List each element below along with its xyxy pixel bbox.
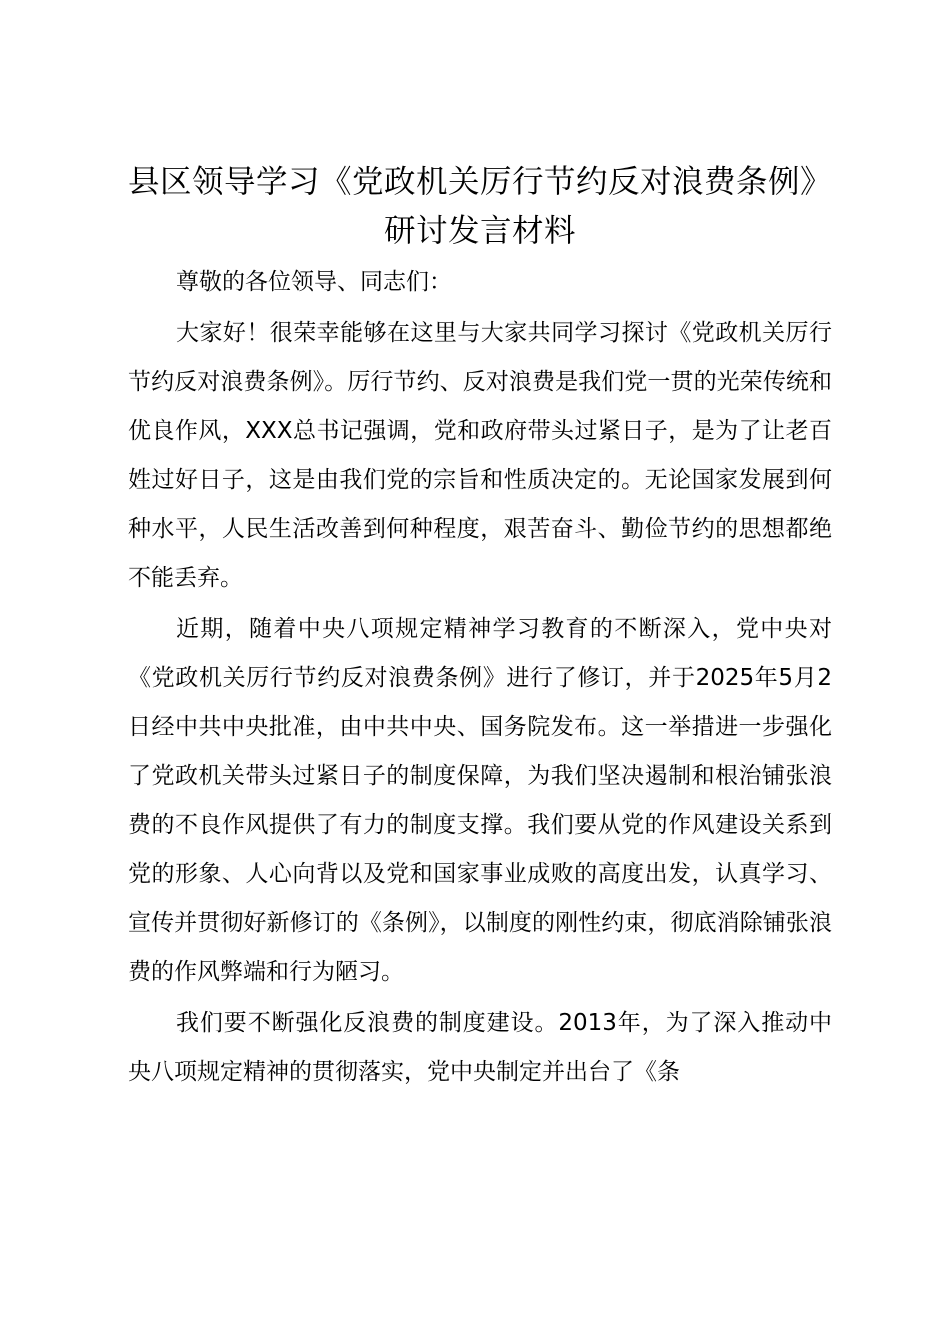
document-page bbox=[128, 158, 832, 1097]
salutation: 尊敬的各位领导、同志们： bbox=[176, 269, 452, 295]
paragraph-revision: 近期，随着中央八项规定精神学习教育的不断深入，党中央对《党政机关厉行节约反对浪费条例》进行了修订，并于2025年5月2日经中共中央批准，由中共中央、国务院发布。这一举措进一步强化了党政机关带头过紧日子的制度保障，为我们坚决遏制和根治铺张浪费的不良作风提供了有力的制度支撑。我们要从党的作风建设关系到党的形象、人心向背以及党和国家事业成败的高度出发，认真学习、宣传并贯彻好新修订的《条例》，以制度的刚性约束，彻底消除铺张浪费的作风弊端和行为陋习。 bbox=[128, 616, 832, 985]
document-title: 县区领导学习《党政机关厉行节约反对浪费条例》研讨发言材料 bbox=[128, 164, 833, 249]
paragraph-system-building: 我们要不断强化反浪费的制度建设。2013年，为了深入推动中央八项规定精神的贯彻落实，党中央制定并出台了《条 bbox=[128, 1010, 832, 1085]
paragraph-intro: 大家好！很荣幸能够在这里与大家共同学习探讨《党政机关厉行节约反对浪费条例》。厉行节约、反对浪费是我们党一贯的光荣传统和优良作风，XXX总书记强调，党和政府带头过紧日子，是为了让老百姓过好日子，这是由我们党的宗旨和性质决定的。无论国家发展到何种水平，人民生活改善到何种程度，艰苦奋斗、勤俭节约的思想都绝不能丢弃。 bbox=[128, 320, 832, 591]
